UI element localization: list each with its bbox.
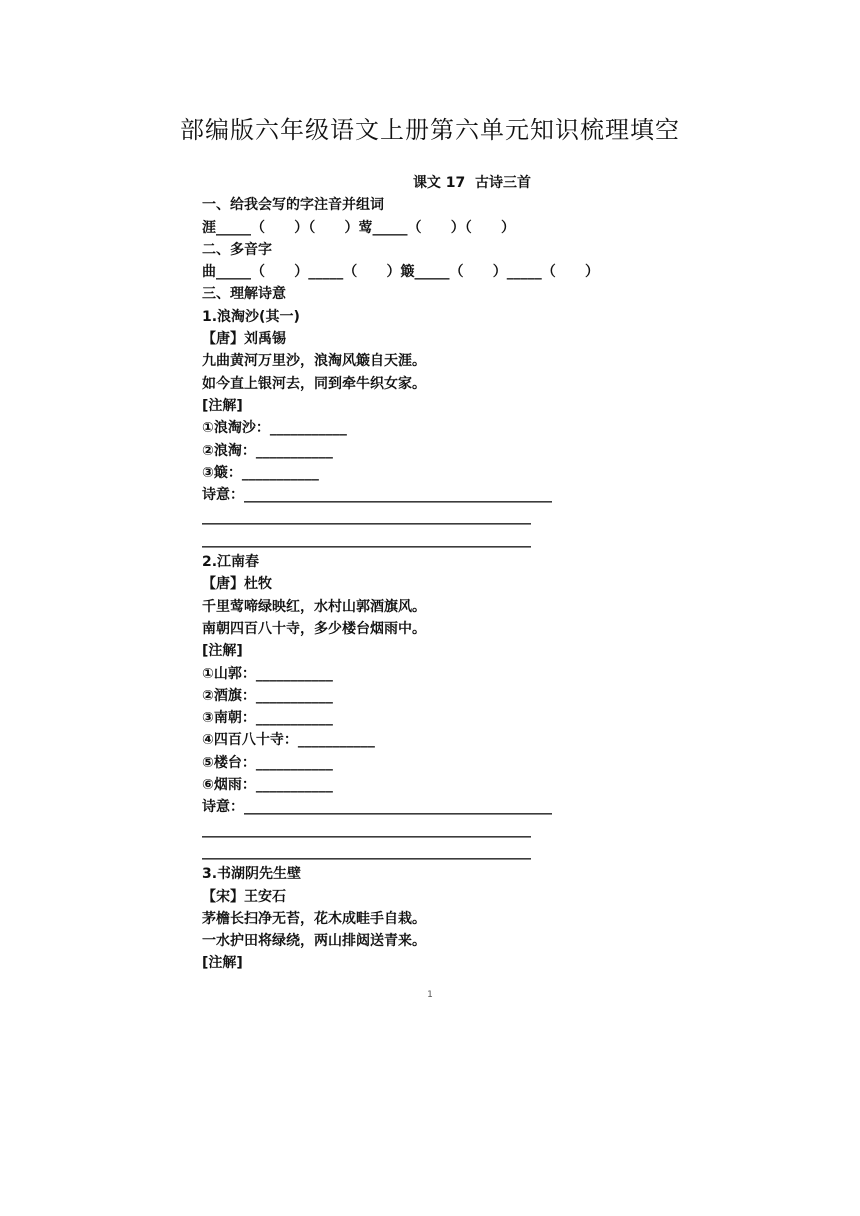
section2-fill-line: 曲_____（ ）_____（ ）簸_____（ ）_____（ ） [202,264,599,281]
poem3-line: 一水护田将绿绕，两山排闼送青来。 [202,933,426,950]
poem2-line: 南朝四百八十寺，多少楼台烟雨中。 [202,620,426,637]
poem3-notes-label: [注解] [202,955,243,972]
section2-heading: 二、多音字 [202,241,272,258]
poem1-title: 1.浪淘沙(其一) [202,308,300,325]
poem2-meaning: 诗意：____________________________________________ [202,799,552,816]
poem3-author: 【宋】王安石 [202,888,286,905]
poem2-note: ①山郭：___________ [202,665,333,682]
worksheet [202,172,762,975]
poem2-title: 2.江南春 [202,554,260,571]
poem2-author: 【唐】杜牧 [202,576,272,593]
poem1-line: 如今直上银河去，同到牵牛织女家。 [202,375,426,392]
poem2-note: ②酒旗：___________ [202,687,333,704]
poem2-line: 千里莺啼绿映红，水村山郭酒旗风。 [202,598,426,615]
poem1-note: ①浪淘沙：___________ [202,420,347,437]
poem2-note: ④四百八十寺：___________ [202,732,375,749]
poem1-line: 九曲黄河万里沙，浪淘风簸自天涯。 [202,353,426,370]
section1-heading: 一、给我会写的字注音并组词 [202,197,384,214]
poem3-title: 3.书湖阴先生壁 [202,866,302,883]
poem2-note: ③南朝：___________ [202,710,333,727]
poem1-meaning: _______________________________________________ [202,509,531,526]
section1-fill-line: 涯_____（ ）（ ）莺_____（ ）（ ） [202,219,515,236]
poem1-note: ③簸：___________ [202,464,319,481]
poem2-note: ⑥烟雨：___________ [202,777,333,794]
poem1-meaning: 诗意：____________________________________________ [202,487,552,504]
poem1-notes-label: [注解] [202,397,243,414]
poem2-meaning: _______________________________________________ [202,821,531,838]
section3-heading: 三、理解诗意 [202,286,286,303]
poem1-author: 【唐】刘禹锡 [202,331,286,348]
page-number: 1 [427,990,433,1000]
page-title: 部编版六年级语文上册第六单元知识梳理填空 [180,116,680,144]
poem2-notes-label: [注解] [202,643,243,660]
poem1-note: ②浪淘：___________ [202,442,333,459]
lesson-title: 课文 17 古诗三首 [412,175,532,191]
poem1-meaning: _______________________________________________ [202,531,531,548]
poem2-meaning: _______________________________________________ [202,843,531,860]
poem2-note: ⑤楼台：___________ [202,754,333,771]
poem3-line: 茅檐长扫净无苔，花木成畦手自栽。 [202,910,426,927]
